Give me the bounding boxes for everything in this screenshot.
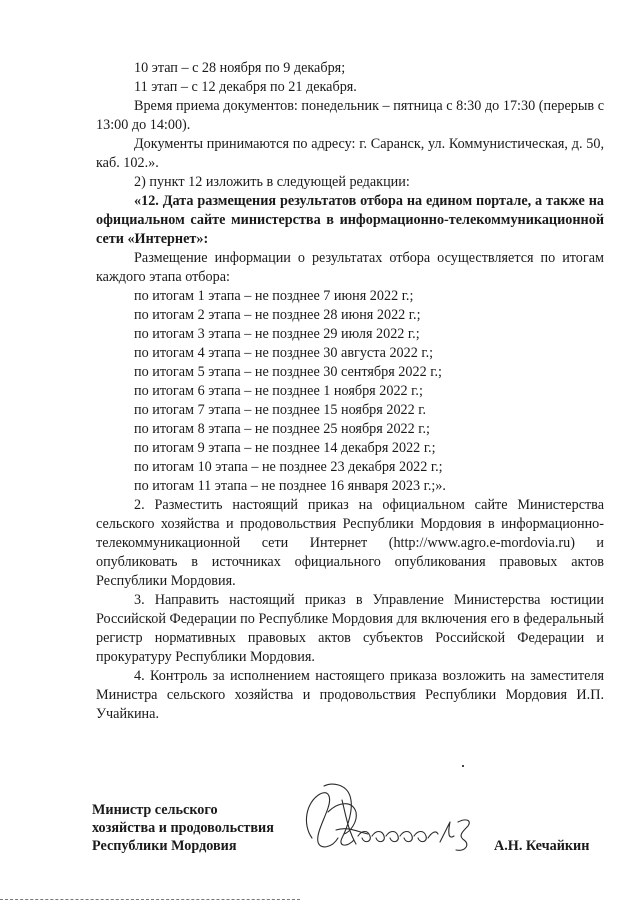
reception-hours-paragraph: Время приема документов: понедельник – пятница с 8:30 до 17:30 (перерыв с 13:00 до 14:00). [96,98,604,133]
list-item: по итогам 10 этапа – не позднее 23 декабря 2022 г.; [134,459,443,475]
list-item: по итогам 11 этапа – не позднее 16 января 2023 г.;». [134,478,446,494]
scan-mark [462,765,464,767]
list-item: по итогам 4 этапа – не позднее 30 августа 2022 г.; [134,345,434,361]
list-item: по итогам 8 этапа – не позднее 25 ноября 2022 г.; [134,421,430,437]
handwritten-signature [298,782,476,862]
list-item: по итогам 9 этапа – не позднее 14 декабря 2022 г.; [134,440,436,456]
signatory-title [92,801,274,855]
results-intro-paragraph: Размещение информации о результатах отбора осуществляется по итогам каждого этапа отбора: [96,250,604,285]
point-12-line: 2) пункт 12 изложить в следующей редакции: [134,174,410,190]
section-12-heading: «12. Дата размещения результатов отбора на едином портале, а также на официальном сайте министерства в информационно-телекоммуникационной сети «Интернет»: [96,193,604,247]
signatory-name: А.Н. Кечайкин [494,838,590,854]
control-paragraph: 4. Контроль за исполнением настоящего приказа возложить на заместителя Министра сельского хозяйства и продовольствия Республики Мордовия И.П. Учайкина. [96,668,604,722]
list-item: по итогам 1 этапа – не позднее 7 июня 2022 г.; [134,288,414,304]
list-item: по итогам 7 этапа – не позднее 15 ноября 2022 г. [134,402,427,418]
document-body [96,59,604,724]
registration-paragraph: 3. Направить настоящий приказ в Управление Министерства юстиции Российской Федерации по Республике Мордовия для включения его в федеральный регистр нормативных правовых актов субъектов Российской Федерации и прокуратуру Республики Мордовия. [96,592,604,665]
address-paragraph: Документы принимаются по адресу: г. Саранск, ул. Коммунистическая, д. 50, каб. 102.». [96,136,604,171]
list-item: по итогам 2 этапа – не позднее 28 июня 2022 г.; [134,307,421,323]
stage-10-line: 10 этап – с 28 ноября по 9 декабря; [134,60,346,76]
list-item: по итогам 3 этапа – не позднее 29 июля 2022 г.; [134,326,420,342]
signatory-title-line: Министр сельского [92,802,218,818]
signatory-title-line: Республики Мордовия [92,838,237,854]
results-schedule-list [96,287,604,496]
signatory-title-line: хозяйства и продовольствия [92,820,274,836]
publication-paragraph: 2. Разместить настоящий приказ на официальном сайте Министерства сельского хозяйства и продовольствия Республики Мордовия в информационно-телекоммуникационной сети Интернет (http://www.agro.e-mordovia.ru) и опубликовать в источниках официального опубликования правовых актов Республики Мордовия. [96,497,604,589]
list-item: по итогам 5 этапа – не позднее 30 сентября 2022 г.; [134,364,442,380]
page-bottom-rule [0,899,300,900]
list-item: по итогам 6 этапа – не позднее 1 ноября 2022 г.; [134,383,423,399]
stage-11-line: 11 этап – с 12 декабря по 21 декабря. [134,79,357,95]
